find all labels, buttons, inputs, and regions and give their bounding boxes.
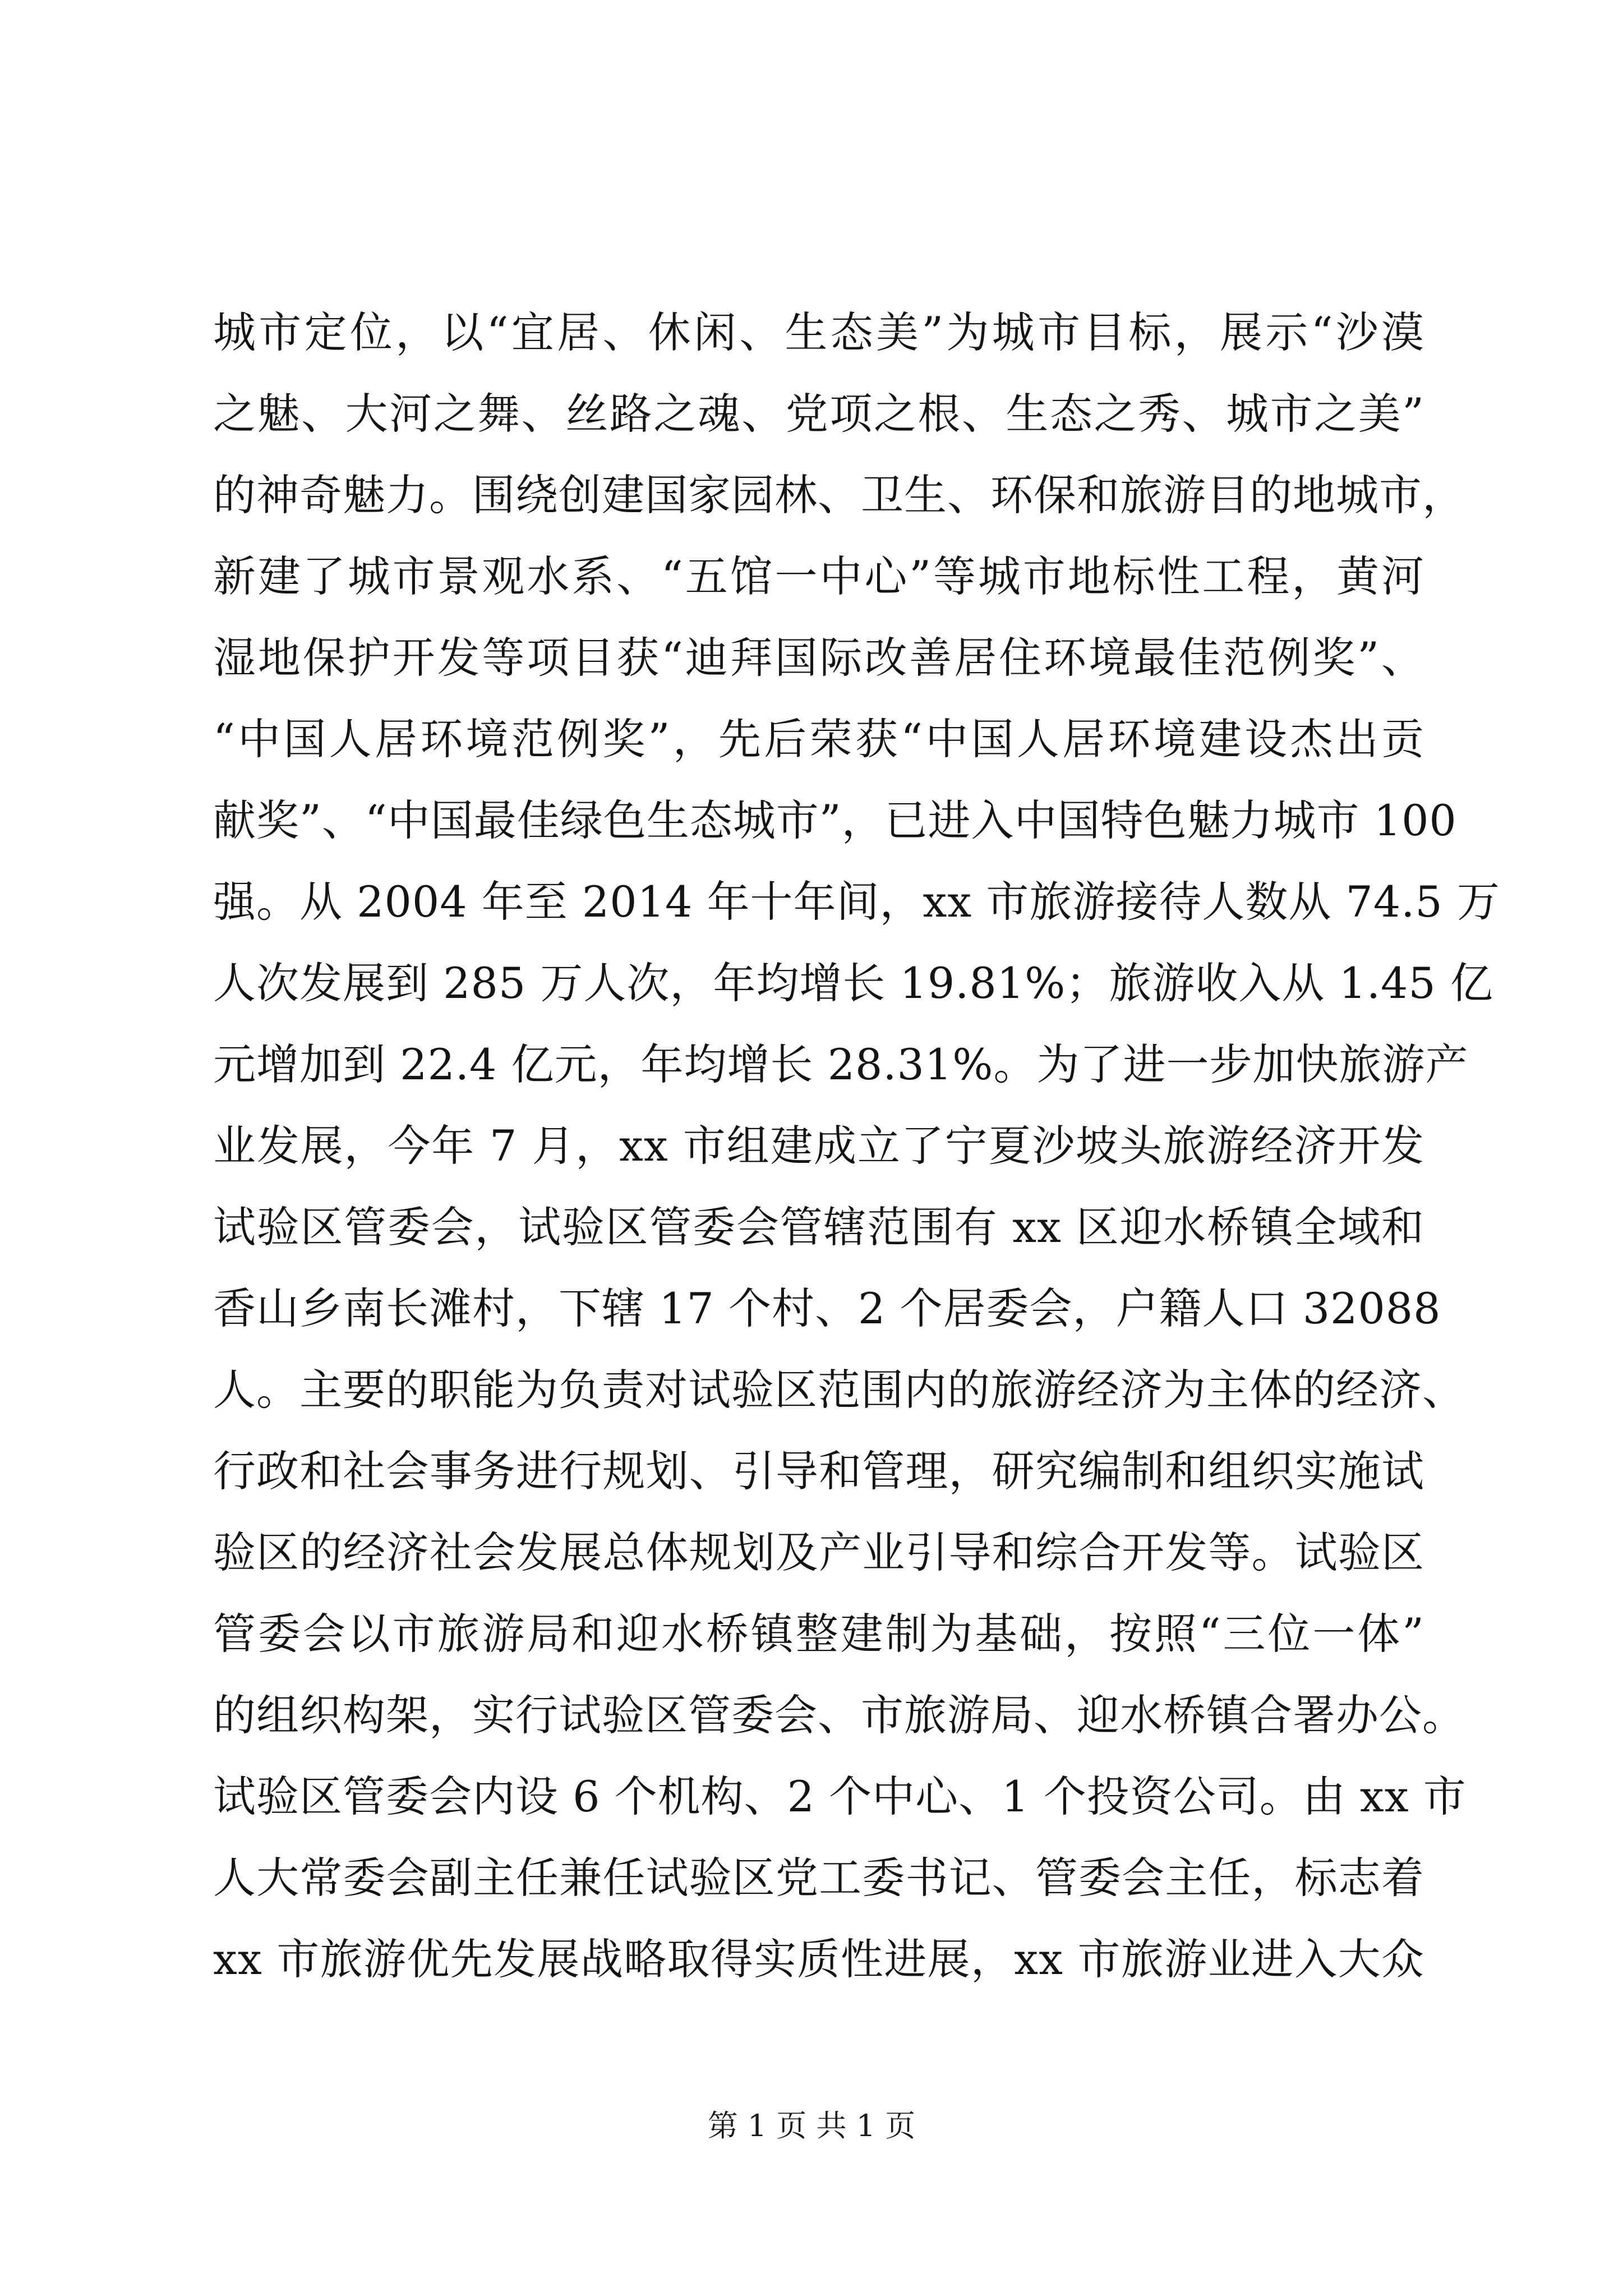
text-line: xx 市旅游优先发展战略取得实质性进展，xx 市旅游业进入大众 (213, 1934, 1424, 1984)
page-number-footer: 第 1 页 共 1 页 (707, 2108, 916, 2143)
text-line: 试验区管委会，试验区管委会管辖范围有 xx 区迎水桥镇全域和 (213, 1202, 1424, 1252)
text-line: “中国人居环境范例奖”，先后荣获“中国人居环境建设杰出贡 (213, 714, 1424, 764)
text-line: 元增加到 22.4 亿元，年均增长 28.31%。为了进一步加快旅游产 (213, 1039, 1469, 1089)
text-line: 的组织构架，实行试验区管委会、市旅游局、迎水桥镇合署办公。 (213, 1690, 1465, 1740)
text-line: 人。主要的职能为负责对试验区范围内的旅游经济为主体的经济、 (213, 1365, 1465, 1415)
text-line: 管委会以市旅游局和迎水桥镇整建制为基础，按照“三位一体” (213, 1609, 1424, 1659)
text-line: 业发展，今年 7 月，xx 市组建成立了宁夏沙坡头旅游经济开发 (213, 1121, 1424, 1171)
text-line: 城市定位，以“宜居、休闲、生态美”为城市目标，展示“沙漠 (213, 307, 1424, 357)
text-line: 行政和社会事务进行规划、引导和管理，研究编制和组织实施试 (213, 1446, 1424, 1496)
text-line: 强。从 2004 年至 2014 年十年间，xx 市旅游接待人数从 74.5 万 (213, 877, 1500, 927)
text-line: 献奖”、“中国最佳绿色生态城市”，已进入中国特色魅力城市 100 (213, 795, 1457, 845)
text-line: 人次发展到 285 万人次，年均增长 19.81%；旅游收入从 1.45 亿 (213, 958, 1493, 1008)
text-line: 试验区管委会内设 6 个机构、2 个中心、1 个投资公司。由 xx 市 (213, 1772, 1467, 1821)
text-line: 香山乡南长滩村，下辖 17 个村、2 个居委会，户籍人口 32088 (213, 1283, 1441, 1333)
text-line: 湿地保护开发等项目获“迪拜国际改善居住环境最佳范例奖”、 (213, 633, 1424, 683)
text-line: 的神奇魅力。围绕创建国家园林、卫生、环保和旅游目的地城市， (213, 470, 1465, 520)
text-line: 人大常委会副主任兼任试验区党工委书记、管委会主任，标志着 (213, 1853, 1424, 1903)
body-text (213, 292, 1500, 2000)
text-line: 验区的经济社会发展总体规划及产业引导和综合开发等。试验区 (213, 1527, 1424, 1577)
text-line: 之魅、大河之舞、丝路之魂、党项之根、生态之秀、城市之美” (213, 389, 1424, 439)
text-line: 新建了城市景观水系、“五馆一中心”等城市地标性工程，黄河 (213, 551, 1424, 601)
